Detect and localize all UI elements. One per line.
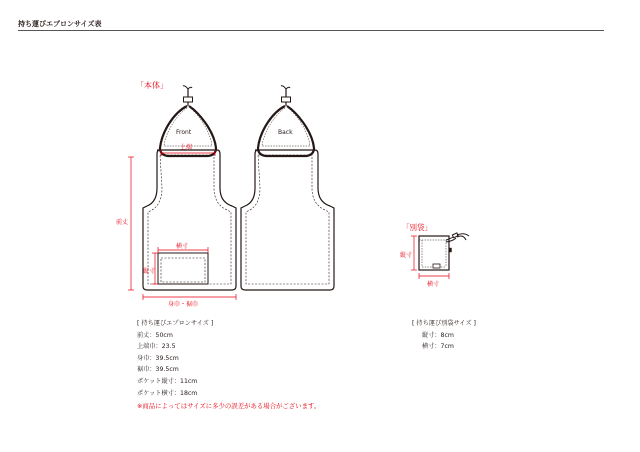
front-length-label: 前丈 — [116, 219, 129, 226]
pocket-height-label: 縦寸 — [143, 268, 156, 275]
page-title: 持ち運びエプロンサイズ表 — [18, 20, 102, 28]
width-label: 身巾・裾巾 — [168, 301, 199, 308]
front-label: Front — [176, 129, 192, 136]
pouch-outline — [419, 236, 452, 270]
spec-item: 裾巾：39.5cm — [137, 366, 179, 374]
back-neck-loop — [258, 86, 314, 156]
spec-item: 前丈：50cm — [137, 331, 173, 339]
pouch-specs — [412, 318, 476, 353]
spec-item: 上端巾：23.5 — [137, 343, 176, 351]
spec-item: ポケット縦寸：11cm — [137, 377, 198, 385]
pouch-width-label: 横寸 — [427, 281, 440, 288]
spec-item: 縦寸：8cm — [422, 331, 454, 339]
apron-specs-heading: [ 持ち運びエプロンサイズ ] — [137, 320, 214, 327]
pocket-width-label: 横寸 — [176, 243, 189, 250]
back-label: Back — [278, 129, 293, 136]
disclaimer-note: ※商品によってはサイズに多少の誤差がある場合がございます。 — [137, 402, 321, 410]
spec-item: 身巾：39.5cm — [137, 354, 179, 362]
dimension-lines — [128, 150, 449, 300]
apron-specs — [137, 318, 213, 399]
pouch-section-label: 「別袋」 — [402, 223, 432, 232]
spec-item: 横寸：7cm — [422, 343, 454, 351]
upper-hem-label: 上端 — [180, 144, 193, 151]
back-apron-outline — [241, 150, 334, 290]
pouch-specs-heading: [ 持ち運び別袋サイズ ] — [412, 320, 476, 327]
front-apron-outline — [143, 150, 236, 290]
main-section-label: 「本体」 — [136, 81, 168, 90]
pouch-height-label: 縦寸 — [400, 252, 413, 259]
spec-item: ポケット横寸：18cm — [137, 389, 198, 397]
